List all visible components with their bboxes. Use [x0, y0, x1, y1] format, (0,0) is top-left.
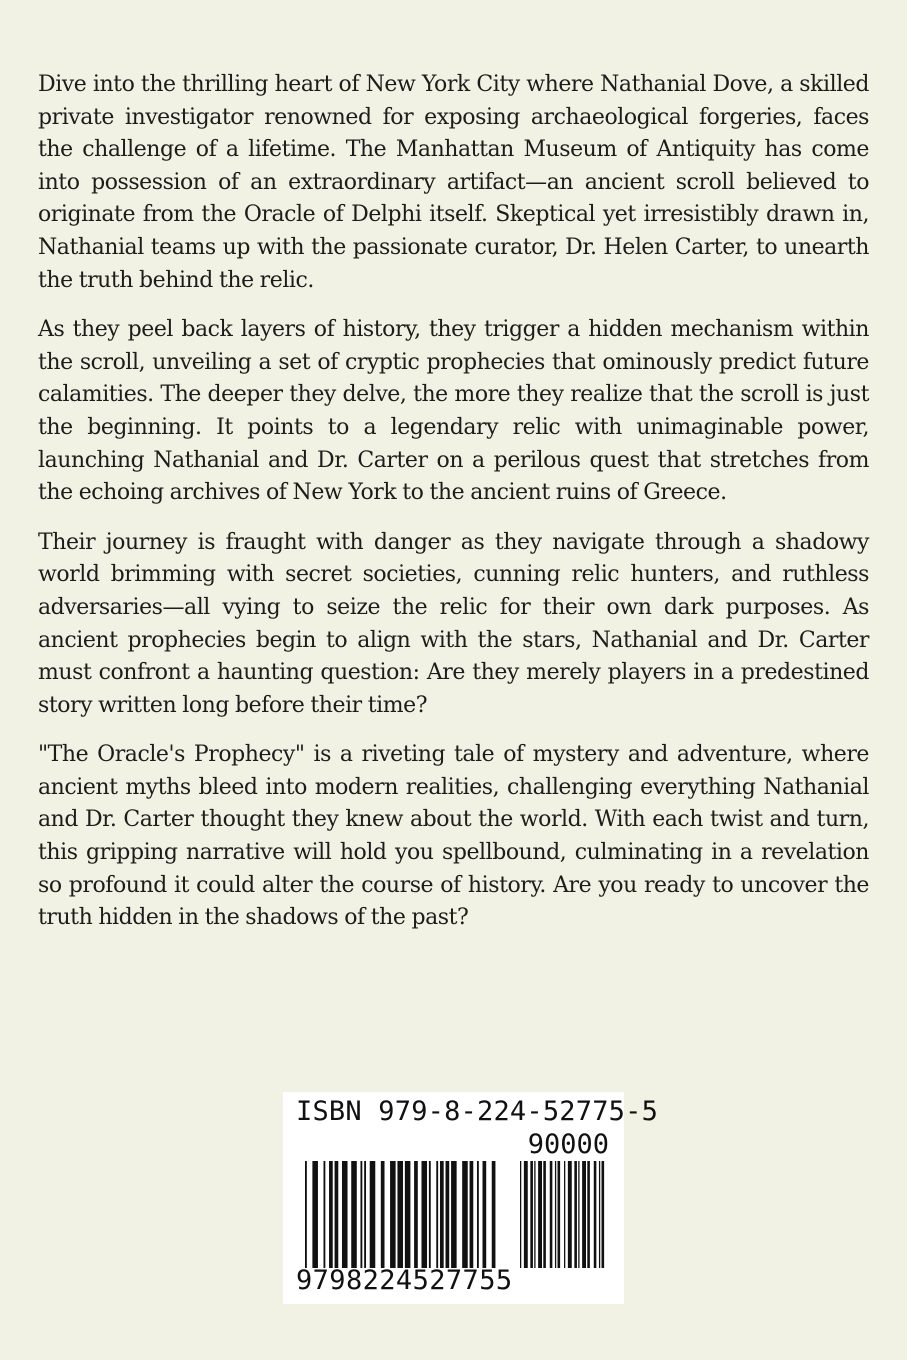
blurb-paragraph-1: Dive into the thrilling heart of New York City where Nathanial Dove, a skilled private investigator renowned for exposing archaeological forgeries, faces the challenge of a lifetime. The Manhattan Museum of Antiquity has come into possession of an extraordinary artifact—an ancient scroll believed to originate from the Oracle of Delphi itself. Skeptical yet irresistibly drawn in, Nathanial teams up with the passionate curator, Dr. Helen Carter, to unearth the truth behind the relic. [38, 72, 869, 293]
barcode-bar [342, 1161, 348, 1268]
barcode-bar [462, 1161, 468, 1268]
ean-digits: 9798224527755 [296, 1265, 513, 1296]
barcode-bar [483, 1161, 487, 1268]
barcode-bar [530, 1161, 533, 1268]
barcode-bar [558, 1161, 561, 1268]
barcode-bar [492, 1161, 496, 1268]
isbn-label: ISBN 979-8-224-52775-5 [296, 1096, 659, 1127]
barcode-bar [568, 1161, 572, 1268]
barcode-bar [587, 1161, 590, 1268]
barcode-bar [451, 1161, 457, 1268]
barcode-bar [421, 1161, 427, 1268]
barcode-bar [335, 1161, 339, 1268]
barcode-bar [446, 1161, 450, 1268]
barcode-bar [329, 1161, 333, 1268]
barcode-bar [397, 1161, 403, 1268]
barcode-bar [405, 1161, 411, 1268]
blurb-paragraph-4: "The Oracle's Prophecy" is a riveting tale of mystery and adventure, where ancient myths bleed into modern realities, challenging everything Nathanial and Dr. Carter thought they knew about the world. With each twist and turn, this gripping narrative will hold you spellbound, culminating in a revelation so profound it could alter the course of history. Are you ready to uncover the truth hidden in the shadows of the past? [38, 742, 869, 931]
barcode-bar [414, 1161, 418, 1268]
barcode-bar [390, 1161, 396, 1268]
barcode-bar [602, 1161, 605, 1268]
barcode-bar [470, 1161, 474, 1268]
barcode-bar [582, 1161, 586, 1268]
barcode-bar [578, 1161, 579, 1268]
barcode-bar [555, 1161, 556, 1268]
barcode-bar [436, 1161, 438, 1268]
barcode-bar [538, 1161, 542, 1268]
blurb-paragraph-2: As they peel back layers of history, they trigger a hidden mechanism within the scroll, unveiling a set of cryptic prophecies that ominously predict future calamities. The deeper they delve, the more they realize that the scroll is just the beginning. It points to a legendary relic with unimaginable power, launching Nathanial and Dr. Carter on a perilous quest that stretches from the echoing archives of New York to the ancient ruins of Greece. [38, 317, 869, 506]
barcode-bar [524, 1161, 528, 1268]
barcode-bar [312, 1161, 318, 1268]
barcode-bar [305, 1161, 307, 1268]
barcode-bar [440, 1161, 444, 1268]
barcode-bar [323, 1161, 325, 1268]
barcode-bar [599, 1161, 600, 1268]
barcode-bar [564, 1161, 565, 1268]
barcode-bar [381, 1161, 385, 1268]
back-cover-blurb [38, 69, 869, 952]
barcode-bar [534, 1161, 535, 1268]
blurb-paragraph-3: Their journey is fraught with danger as they navigate through a shadowy world brimming with secret societies, cunning relic hunters, and ruthless adversaries—all vying to seize the relic for their own dark purposes. As ancient prophecies begin to align with the stars, Nathanial and Dr. Carter must confront a haunting question: Are they merely players in a predestined story written long before their time? [38, 529, 869, 718]
isbn-barcode [283, 1092, 659, 1304]
ean-barcode-bars [305, 1161, 501, 1268]
barcode-bar [360, 1161, 362, 1268]
price-code: 90000 [527, 1129, 609, 1160]
barcode-bar [429, 1161, 431, 1268]
barcode-bar [351, 1161, 357, 1268]
barcode-bar [370, 1161, 376, 1268]
barcode-bar [364, 1161, 366, 1268]
barcode-bar [520, 1161, 521, 1268]
barcode-bar [574, 1161, 577, 1268]
barcode-bar [550, 1161, 553, 1268]
barcode-bar [543, 1161, 546, 1268]
barcode-bar [477, 1161, 479, 1268]
price-addon-bars [520, 1161, 608, 1268]
barcode-bar [594, 1161, 597, 1268]
